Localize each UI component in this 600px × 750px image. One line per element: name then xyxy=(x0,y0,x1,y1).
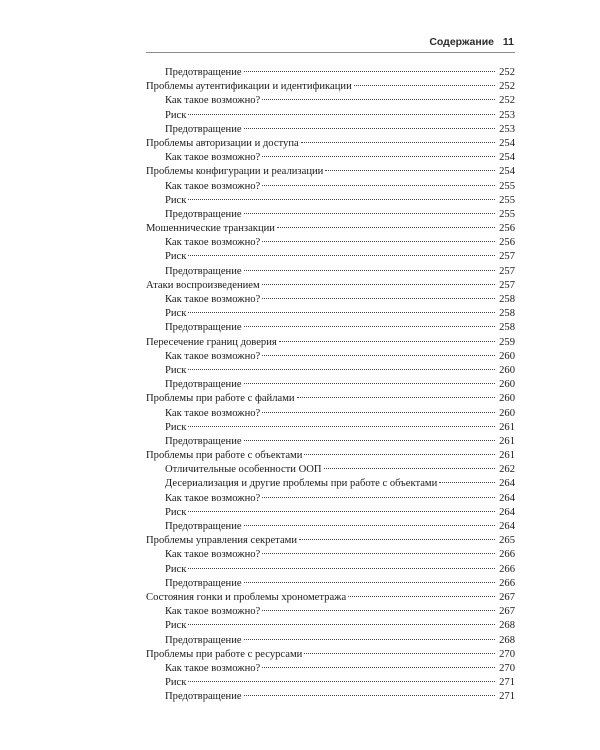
dot-leader xyxy=(279,341,495,342)
toc-entry-label: Риск xyxy=(165,620,187,632)
toc-subsection-entry xyxy=(146,307,515,321)
toc-entry-label: Как такое возможно? xyxy=(165,662,261,674)
toc-subsection-entry xyxy=(146,577,515,591)
toc-entry-label: Риск xyxy=(165,364,187,376)
toc-entry-page-number: 261 xyxy=(499,421,515,433)
toc-entry-page-number: 255 xyxy=(499,194,515,206)
toc-entry-page-number: 264 xyxy=(499,506,515,518)
toc-subsection-entry xyxy=(146,421,515,435)
toc-entry-page-number: 252 xyxy=(499,81,515,93)
toc-entry-page-number: 265 xyxy=(499,535,515,547)
toc-entry-page-number: 254 xyxy=(499,152,515,164)
toc-entry-label: Риск xyxy=(165,421,187,433)
dot-leader xyxy=(244,128,495,129)
toc-subsection-entry xyxy=(146,123,515,137)
dot-leader xyxy=(188,312,495,313)
toc-entry-page-number: 271 xyxy=(499,677,515,689)
toc-entry-page-number: 264 xyxy=(499,478,515,490)
toc-entry-page-number: 252 xyxy=(499,95,515,107)
dot-leader xyxy=(262,412,495,413)
dot-leader xyxy=(244,270,495,271)
toc-entry-page-number: 257 xyxy=(499,265,515,277)
toc-entry-label: Предотвращение xyxy=(165,691,242,703)
toc-entry-page-number: 260 xyxy=(499,407,515,419)
toc-entry-label: Предотвращение xyxy=(165,521,242,532)
toc-subsection-entry xyxy=(146,109,515,123)
dot-leader xyxy=(188,369,495,370)
toc-entry-label: Как такое возможно? xyxy=(165,407,261,419)
toc-entry-page-number: 270 xyxy=(499,662,515,674)
toc-subsection-entry xyxy=(146,520,515,534)
toc-entry-page-number: 267 xyxy=(499,606,515,618)
toc-subsection-entry xyxy=(146,477,515,491)
toc-entry-label: Проблемы авторизации и доступа xyxy=(146,137,299,149)
dot-leader xyxy=(299,539,495,540)
dot-leader xyxy=(244,326,495,327)
toc-subsection-entry xyxy=(146,265,515,279)
toc-entry-label: Риск xyxy=(165,506,187,518)
dot-leader xyxy=(244,213,495,214)
toc-entry-page-number: 271 xyxy=(499,691,515,703)
toc-entry-label: Предотвращение xyxy=(165,435,242,447)
toc-entry-page-number: 267 xyxy=(499,591,515,603)
toc-entry-label: Предотвращение xyxy=(165,265,242,277)
toc-entry-page-number: 258 xyxy=(499,322,515,334)
dot-leader xyxy=(244,695,495,696)
toc-entry-page-number: 255 xyxy=(499,208,515,220)
toc-entry-label: Как такое возможно? xyxy=(165,237,261,249)
toc-entry-label: Атаки воспроизведением xyxy=(146,279,260,291)
header-title: Содержание xyxy=(429,36,494,48)
toc-entry-label: Проблемы аутентификации и идентификации xyxy=(146,81,352,93)
toc-entry-page-number: 266 xyxy=(499,563,515,575)
dot-leader xyxy=(244,440,495,441)
table-of-contents xyxy=(146,66,515,704)
toc-entry-label: Риск xyxy=(165,308,187,320)
toc-entry-label: Пересечение границ доверия xyxy=(146,336,277,348)
toc-entry-label: Проблемы управления секретами xyxy=(146,535,298,547)
toc-entry-label: Предотвращение xyxy=(165,322,242,334)
toc-entry-label: Предотвращение xyxy=(165,208,242,220)
dot-leader xyxy=(188,624,495,625)
dot-leader xyxy=(262,284,495,285)
toc-subsection-entry xyxy=(146,250,515,264)
dot-leader xyxy=(244,383,495,384)
dot-leader xyxy=(262,610,495,611)
toc-entry-page-number: 257 xyxy=(499,279,515,291)
toc-subsection-entry xyxy=(146,634,515,648)
toc-entry-label: Как такое возможно? xyxy=(165,492,261,504)
dot-leader xyxy=(262,355,495,356)
toc-entry-label: Риск xyxy=(165,109,187,121)
toc-entry-page-number: 257 xyxy=(499,251,515,263)
dot-leader xyxy=(324,468,495,469)
toc-entry-page-number: 256 xyxy=(499,223,515,235)
toc-entry-label: Как такое возможно? xyxy=(165,606,261,618)
header-page-number: 11 xyxy=(502,36,514,48)
toc-entry-page-number: 268 xyxy=(499,620,515,632)
toc-entry-page-number: 270 xyxy=(499,648,515,660)
toc-entry-label: Проблемы при работе с ресурсами xyxy=(146,648,303,660)
dot-leader xyxy=(262,99,495,100)
toc-subsection-entry xyxy=(146,662,515,676)
dot-leader xyxy=(244,639,495,640)
toc-entry-label: Предотвращение xyxy=(165,577,242,589)
dot-leader xyxy=(188,511,495,512)
toc-entry-page-number: 254 xyxy=(499,166,515,178)
toc-subsection-entry xyxy=(146,548,515,562)
toc-subsection-entry xyxy=(146,236,515,250)
header-divider xyxy=(146,52,515,53)
toc-subsection-entry xyxy=(146,293,515,307)
toc-entry-label: Риск xyxy=(165,677,187,689)
toc-entry-label: Как такое возможно? xyxy=(165,180,261,192)
running-header xyxy=(146,34,515,50)
toc-subsection-entry xyxy=(146,66,515,80)
toc-section-entry xyxy=(146,336,515,350)
toc-section-entry xyxy=(146,80,515,94)
toc-entry-page-number: 266 xyxy=(499,577,515,589)
toc-entry-page-number: 260 xyxy=(499,364,515,376)
dot-leader xyxy=(188,255,495,256)
toc-subsection-entry xyxy=(146,208,515,222)
dot-leader xyxy=(188,426,495,427)
dot-leader xyxy=(244,582,495,583)
toc-subsection-entry xyxy=(146,506,515,520)
dot-leader xyxy=(188,568,495,569)
toc-entry-label: Как такое возможно? xyxy=(165,350,261,362)
toc-subsection-entry xyxy=(146,463,515,477)
toc-entry-label: Предотвращение xyxy=(165,123,242,135)
toc-entry-label: Предотвращение xyxy=(165,634,242,646)
toc-entry-label: Отличительные особенности ООП xyxy=(165,464,322,476)
toc-entry-page-number: 255 xyxy=(499,180,515,192)
dot-leader xyxy=(277,227,495,228)
toc-entry-label: Проблемы при работе с объектами xyxy=(146,450,303,462)
dot-leader xyxy=(439,482,495,483)
toc-entry-label: Как такое возможно? xyxy=(165,549,261,561)
toc-entry-label: Как такое возможно? xyxy=(165,95,261,107)
toc-entry-label: Мошеннические транзакции xyxy=(146,223,275,235)
toc-entry-label: Десериализация и другие проблемы при работе с объектами xyxy=(165,478,438,490)
toc-entry-page-number: 261 xyxy=(499,450,515,462)
toc-subsection-entry xyxy=(146,151,515,165)
dot-leader xyxy=(297,397,495,398)
toc-entry-label: Проблемы при работе с файлами xyxy=(146,393,295,405)
dot-leader xyxy=(244,525,495,526)
toc-subsection-entry xyxy=(146,194,515,208)
dot-leader xyxy=(262,156,495,157)
toc-entry-page-number: 254 xyxy=(499,137,515,149)
toc-subsection-entry xyxy=(146,435,515,449)
toc-entry-page-number: 252 xyxy=(499,67,515,78)
toc-entry-page-number: 264 xyxy=(499,492,515,504)
toc-entry-label: Риск xyxy=(165,194,187,206)
toc-subsection-entry xyxy=(146,676,515,690)
toc-subsection-entry xyxy=(146,690,515,704)
dot-leader xyxy=(262,667,495,668)
toc-subsection-entry xyxy=(146,94,515,108)
toc-entry-page-number: 260 xyxy=(499,393,515,405)
toc-subsection-entry xyxy=(146,378,515,392)
dot-leader xyxy=(304,653,495,654)
toc-entry-page-number: 262 xyxy=(499,464,515,476)
toc-entry-page-number: 253 xyxy=(499,123,515,135)
dot-leader xyxy=(354,85,495,86)
dot-leader xyxy=(262,241,495,242)
toc-section-entry xyxy=(146,279,515,293)
toc-entry-label: Предотвращение xyxy=(165,67,242,78)
toc-entry-page-number: 264 xyxy=(499,521,515,532)
toc-entry-label: Проблемы конфигурации и реализации xyxy=(146,166,324,178)
toc-section-entry xyxy=(146,392,515,406)
toc-entry-page-number: 258 xyxy=(499,308,515,320)
toc-entry-page-number: 259 xyxy=(499,336,515,348)
dot-leader xyxy=(304,454,495,455)
toc-entry-label: Как такое возможно? xyxy=(165,294,261,305)
toc-entry-page-number: 260 xyxy=(499,350,515,362)
toc-section-entry xyxy=(146,449,515,463)
dot-leader xyxy=(244,71,495,72)
dot-leader xyxy=(325,170,495,171)
toc-entry-page-number: 258 xyxy=(499,294,515,305)
dot-leader xyxy=(188,199,495,200)
toc-entry-page-number: 256 xyxy=(499,237,515,249)
dot-leader xyxy=(188,114,495,115)
dot-leader xyxy=(348,596,495,597)
toc-entry-label: Состояния гонки и проблемы хронометража xyxy=(146,591,347,603)
toc-entry-page-number: 268 xyxy=(499,634,515,646)
toc-entry-page-number: 260 xyxy=(499,379,515,391)
toc-section-entry xyxy=(146,648,515,662)
toc-subsection-entry xyxy=(146,619,515,633)
toc-subsection-entry xyxy=(146,563,515,577)
dot-leader xyxy=(301,142,495,143)
toc-entry-page-number: 266 xyxy=(499,549,515,561)
toc-subsection-entry xyxy=(146,605,515,619)
toc-section-entry xyxy=(146,222,515,236)
toc-entry-label: Как такое возможно? xyxy=(165,152,261,164)
toc-entry-label: Предотвращение xyxy=(165,379,242,391)
dot-leader xyxy=(262,185,495,186)
toc-section-entry xyxy=(146,137,515,151)
toc-subsection-entry xyxy=(146,407,515,421)
toc-entry-page-number: 253 xyxy=(499,109,515,121)
toc-subsection-entry xyxy=(146,492,515,506)
dot-leader xyxy=(262,497,495,498)
toc-subsection-entry xyxy=(146,350,515,364)
toc-section-entry xyxy=(146,591,515,605)
toc-subsection-entry xyxy=(146,180,515,194)
toc-entry-page-number: 261 xyxy=(499,435,515,447)
toc-section-entry xyxy=(146,165,515,179)
toc-subsection-entry xyxy=(146,321,515,335)
toc-subsection-entry xyxy=(146,364,515,378)
toc-entry-label: Риск xyxy=(165,563,187,575)
toc-section-entry xyxy=(146,534,515,548)
dot-leader xyxy=(262,553,495,554)
dot-leader xyxy=(262,298,495,299)
dot-leader xyxy=(188,681,495,682)
toc-entry-label: Риск xyxy=(165,251,187,263)
